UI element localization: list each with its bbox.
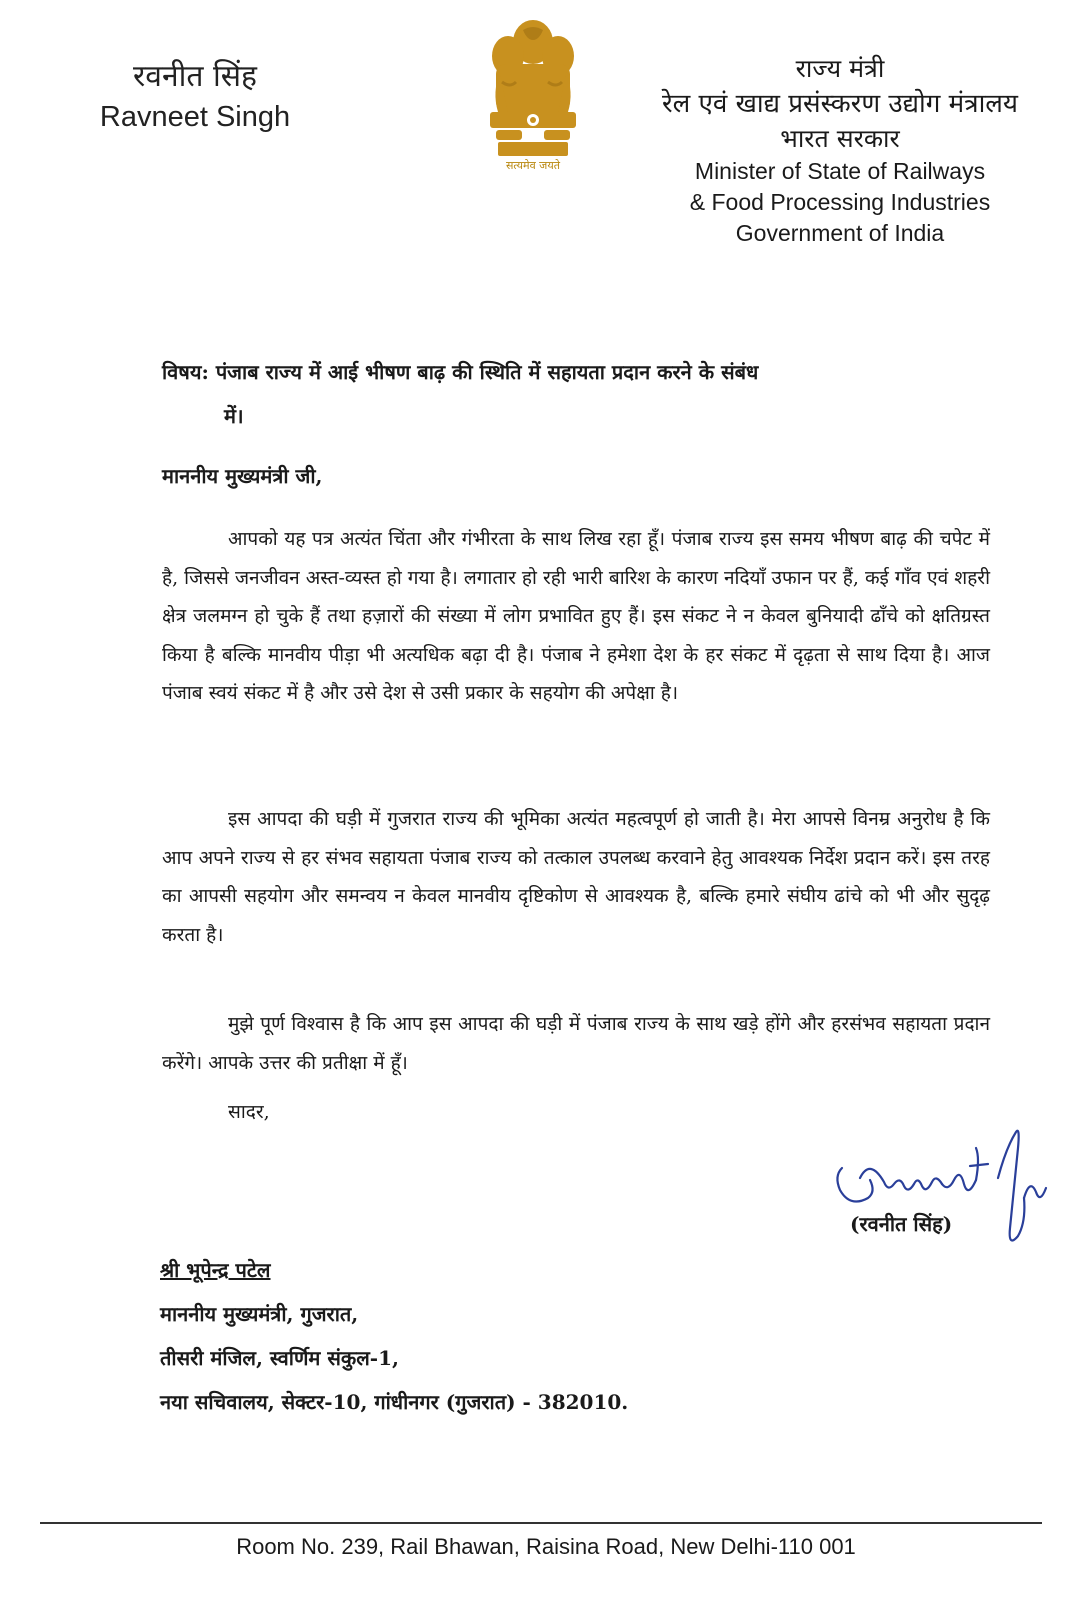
subject-line <box>162 350 992 438</box>
sender-name-english: Ravneet Singh <box>99 101 291 133</box>
sender-block <box>80 54 310 134</box>
subject-label: विषय: <box>162 360 209 384</box>
ministry-name-hindi: रेल एवं खाद्य प्रसंस्करण उद्योग मंत्रालय <box>661 89 1019 119</box>
footer-address: Room No. 239, Rail Bhawan, Raisina Road, New Delhi-110 001 <box>236 1534 856 1559</box>
ministry-name-english: & Food Processing Industries <box>689 189 991 215</box>
salutation: माननीय मुख्यमंत्री जी, <box>162 464 323 488</box>
signatory-name: (रवनीत सिंह) <box>850 1212 953 1236</box>
subject-text-line2: में। <box>224 404 244 428</box>
body-paragraph: इस आपदा की घड़ी में गुजरात राज्य की भूमिका अत्यंत महत्वपूर्ण हो जाती है। मेरा आपसे विनम्र अनुरोध है कि आप अपने राज्य से हर संभव सहायता पंजाब राज्य को तत्काल उपलब्ध करवाने हेतु आवश्यक निर्देश प्रदान करें। इस तरह का आपसी सहयोग और समन्वय न केवल मानवीय दृष्टिकोण से आवश्यक है, बल्कि हमारे संघीय ढांचे को भी और सुदृढ़ करता है। <box>162 808 990 946</box>
ministry-title-english: Minister of State of Railways <box>694 158 986 184</box>
body-paragraph: मुझे पूर्ण विश्वास है कि आप इस आपदा की घड़ी में पंजाब राज्य के साथ खड़े होंगे और हरसंभव सहायता प्रदान करेंगे। आपके उत्तर की प्रतीक्षा में हूँ। <box>162 1013 990 1074</box>
addressee-designation: माननीय मुख्यमंत्री, गुजरात, <box>160 1302 359 1326</box>
closing: सादर, <box>228 1101 270 1123</box>
government-hindi: भारत सरकार <box>780 124 900 153</box>
sender-name-hindi: रवनीत सिंह <box>133 59 257 94</box>
addressee-address-line1: तीसरी मंजिल, स्वर्णिम संकुल-1, <box>160 1346 399 1370</box>
emblem-motto: सत्यमेव जयते <box>505 159 560 172</box>
addressee-name: श्री भूपेन्द्र पटेल <box>160 1258 271 1282</box>
signature-icon <box>830 1118 1060 1258</box>
government-english: Government of India <box>735 220 945 246</box>
ministry-title-hindi: राज्य मंत्री <box>795 54 885 83</box>
addressee-block <box>160 1248 628 1424</box>
body-paragraph: आपको यह पत्र अत्यंत चिंता और गंभीरता के साथ लिख रहा हूँ। पंजाब राज्य इस समय भीषण बाढ़ की चपेट में है, जिससे जनजीवन अस्त-व्यस्त हो गया है। लगातार हो रही भारी बारिश के कारण नदियाँ उफान पर हैं, कई गाँव एवं शहरी क्षेत्र जलमग्न हो चुके हैं तथा हज़ारों की संख्या में लोग प्रभावित हुए हैं। इस संकट ने न केवल बुनियादी ढाँचे को क्षतिग्रस्त किया है बल्कि मानवीय पीड़ा भी अत्यधिक बढ़ा दी है। पंजाब ने हमेशा देश के हर संकट में दृढ़ता से साथ दिया है। आज पंजाब स्वयं संकट में है और उसे देश से उसी प्रकार के सहयोग की अपेक्षा है। <box>162 528 990 704</box>
national-emblem-icon <box>478 12 588 182</box>
subject-text-line1: पंजाब राज्य में आई भीषण बाढ़ की स्थिति में सहायता प्रदान करने के संबंध <box>215 360 759 384</box>
footer-divider <box>40 1522 1042 1524</box>
addressee-address-line2: नया सचिवालय, सेक्टर-10, गांधीनगर (गुजरात) - 382010. <box>160 1390 629 1414</box>
ministry-block <box>640 52 1040 249</box>
